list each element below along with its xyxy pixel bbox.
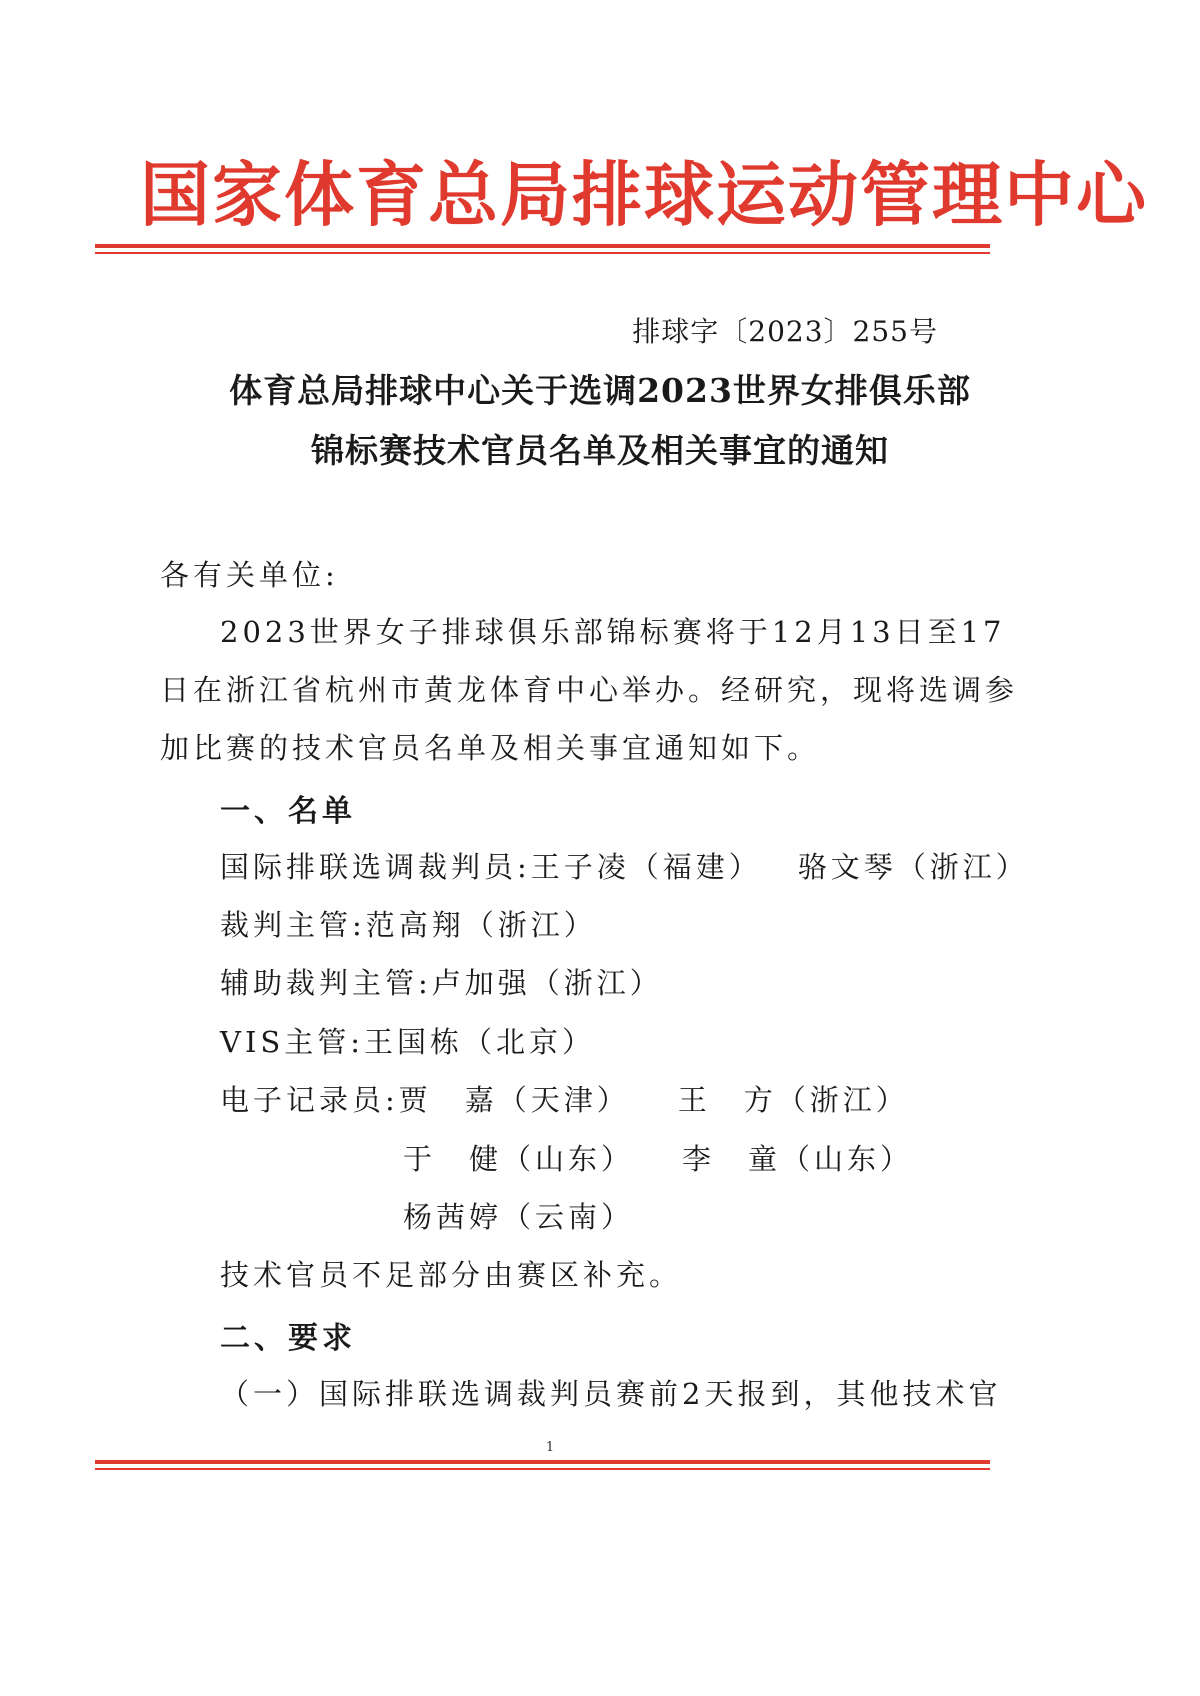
official-name: 王国栋（北京） [364, 1025, 596, 1059]
official-name: 卢加强（浙江） [431, 966, 663, 1000]
header-rule-thick [95, 244, 990, 248]
role-line-referee-supervisor [220, 903, 597, 944]
section-heading-list: 一、名单 [220, 794, 356, 829]
requirement-line-1: （一）国际排联选调裁判员赛前2天报到，其他技术官 [220, 1377, 1002, 1411]
role-label: 国际排联选调裁判员: [220, 850, 531, 884]
official-name: 杨茜婷（云南） [403, 1200, 635, 1234]
official-name: 李 童（山东） [682, 1142, 914, 1176]
page-number: 1 [545, 1440, 555, 1455]
role-label: VIS主管: [220, 1025, 365, 1059]
header-red-rule [95, 244, 990, 254]
document-number: 排球字〔2023〕255号 [632, 315, 938, 348]
role-line-assistant-supervisor [220, 961, 663, 1002]
intro-paragraph-line-1: 2023世界女子排球俱乐部锦标赛将于12月13日至17 [220, 615, 1006, 649]
salutation: 各有关单位: [160, 558, 339, 592]
document-title-line-2: 锦标赛技术官员名单及相关事宜的通知 [311, 431, 889, 470]
official-name: 于 健（山东） [403, 1142, 635, 1176]
footer-red-rule [95, 1460, 990, 1470]
intro-paragraph-line-3: 加比赛的技术官员名单及相关事宜通知如下。 [160, 731, 821, 765]
e-scorers-continued-1 [403, 1137, 913, 1178]
official-name: 贾 嘉（天津） [398, 1083, 630, 1117]
role-label: 辅助裁判主管: [220, 966, 432, 1000]
role-line-vis-supervisor [220, 1020, 595, 1061]
document-title-line-1: 体育总局排球中心关于选调2023世界女排俱乐部 [229, 371, 971, 410]
section-heading-requirements: 二、要求 [220, 1321, 356, 1356]
footer-rule-thick [95, 1460, 990, 1464]
footer-rule-thin [95, 1468, 990, 1470]
official-name: 骆文琴（浙江） [797, 850, 1029, 884]
role-label: 电子记录员: [220, 1083, 399, 1117]
header-rule-thin [95, 252, 990, 254]
role-label: 裁判主管: [220, 908, 366, 942]
official-name: 王 方（浙江） [677, 1083, 909, 1117]
official-name: 王子凌（福建） [530, 850, 762, 884]
supplement-note: 技术官员不足部分由赛区补充。 [220, 1258, 683, 1292]
official-name: 范高翔（浙江） [365, 908, 597, 942]
role-line-intl-referees [220, 845, 1029, 886]
e-scorers-continued-2 [403, 1195, 634, 1236]
role-line-e-scorers [220, 1078, 909, 1119]
intro-paragraph-line-2: 日在浙江省杭州市黄龙体育中心举办。经研究，现将选调参 [160, 673, 1019, 707]
org-header-title: 国家体育总局排球运动管理中心 [140, 154, 1148, 236]
